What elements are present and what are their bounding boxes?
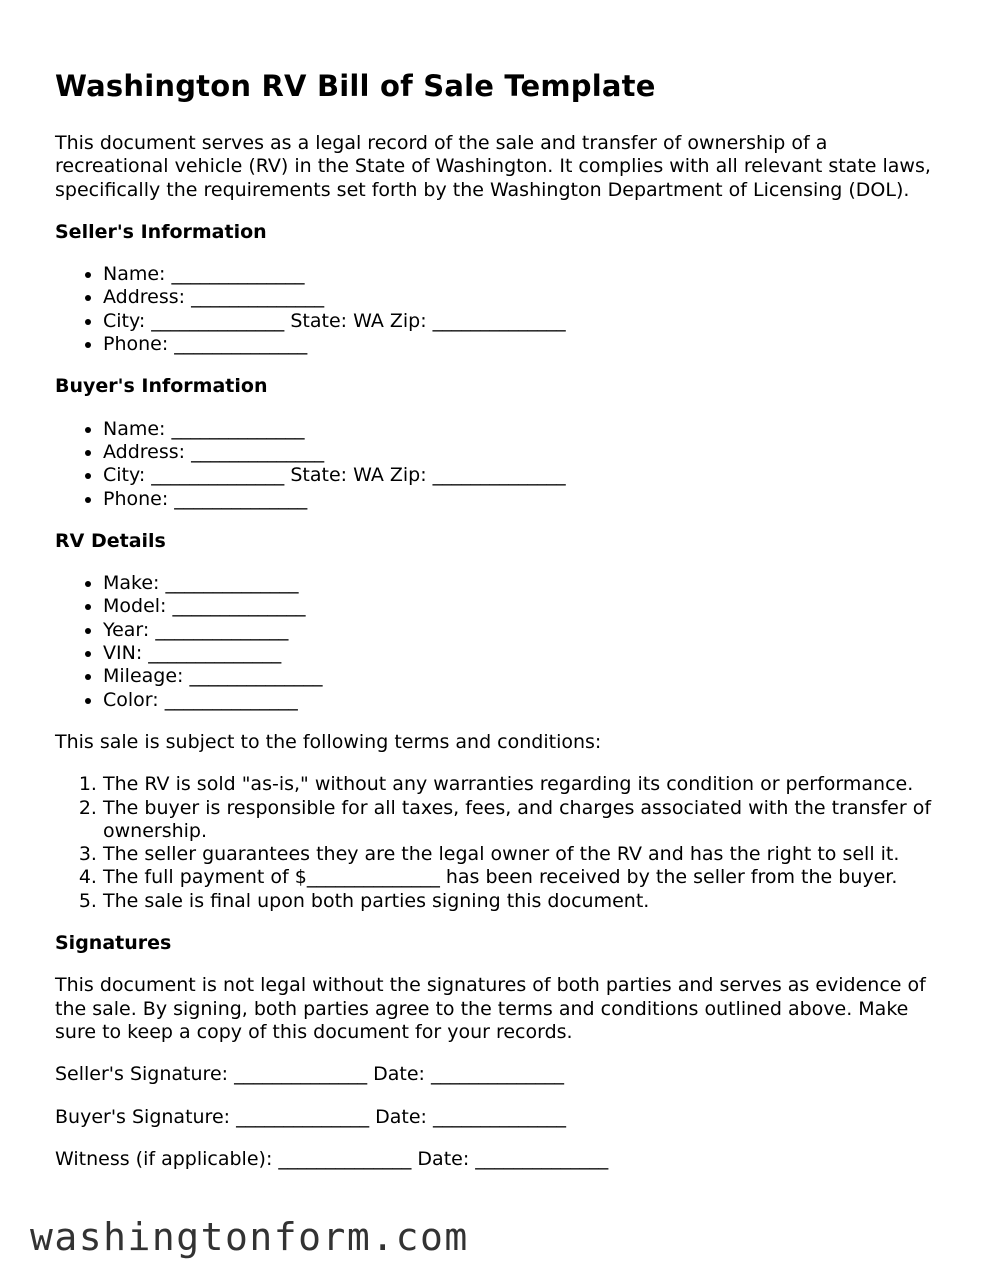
- seller-phone-item: • Phone: ______________: [103, 333, 945, 356]
- term-item: 2. The buyer is responsible for all taxes, fees, and charges associated with the transfer of ownership.: [103, 797, 945, 844]
- buyer-signature-line: Buyer's Signature: ______________ Date: ______________: [55, 1105, 566, 1128]
- term-item: 3. The seller guarantees they are the legal owner of the RV and has the right to sell it.: [103, 843, 945, 866]
- signatures-heading: Signatures: [55, 932, 172, 955]
- buyer-name-item: • Name: ______________: [103, 418, 945, 441]
- watermark: washingtonform.com: [30, 1215, 469, 1259]
- buyer-list: [55, 418, 945, 511]
- buyer-phone-item: • Phone: ______________: [103, 488, 945, 511]
- term-item: 1. The RV is sold "as-is," without any warranties regarding its condition or performance.: [103, 773, 945, 796]
- seller-list: [55, 263, 945, 356]
- signatures-paragraph: This document is not legal without the signatures of both parties and serves as evidence of the sale. By signing, both parties agree to the terms and conditions outlined above. Make sure to keep a copy of this document for your records.: [55, 974, 926, 1043]
- seller-signature-line: Seller's Signature: ______________ Date: ______________: [55, 1063, 564, 1086]
- witness-signature-line: Witness (if applicable): ______________ Date: ______________: [55, 1147, 609, 1170]
- buyer-address-item: • Address: ______________: [103, 441, 945, 464]
- term-item: 5. The sale is final upon both parties signing this document.: [103, 890, 945, 913]
- document-title: Washington RV Bill of Sale Template: [55, 69, 656, 103]
- rv-make-item: • Make: ______________: [103, 572, 945, 595]
- rv-details-heading: RV Details: [55, 529, 166, 552]
- seller-address-item: • Address: ______________: [103, 286, 945, 309]
- buyer-city-item: • City: ______________ State: WA Zip: ______________: [103, 464, 945, 487]
- document-page: [55, 62, 945, 1190]
- rv-details-list: [55, 572, 945, 712]
- buyer-heading: Buyer's Information: [55, 375, 268, 398]
- rv-year-item: • Year: ______________: [103, 619, 945, 642]
- seller-heading: Seller's Information: [55, 220, 267, 243]
- term-item: 4. The full payment of $______________ has been received by the seller from the buyer.: [103, 866, 945, 889]
- intro-paragraph: This document serves as a legal record of the sale and transfer of ownership of a recreational vehicle (RV) in the State of Washington. It complies with all relevant state laws, specifically the requirements set forth by the Washington Department of Licensing (DOL).: [55, 132, 931, 201]
- rv-vin-item: • VIN: ______________: [103, 642, 945, 665]
- rv-mileage-item: • Mileage: ______________: [103, 665, 945, 688]
- rv-color-item: • Color: ______________: [103, 689, 945, 712]
- terms-intro: This sale is subject to the following terms and conditions:: [55, 730, 602, 753]
- rv-model-item: • Model: ______________: [103, 595, 945, 618]
- terms-list: [55, 773, 945, 913]
- seller-city-item: • City: ______________ State: WA Zip: ______________: [103, 310, 945, 333]
- seller-name-item: • Name: ______________: [103, 263, 945, 286]
